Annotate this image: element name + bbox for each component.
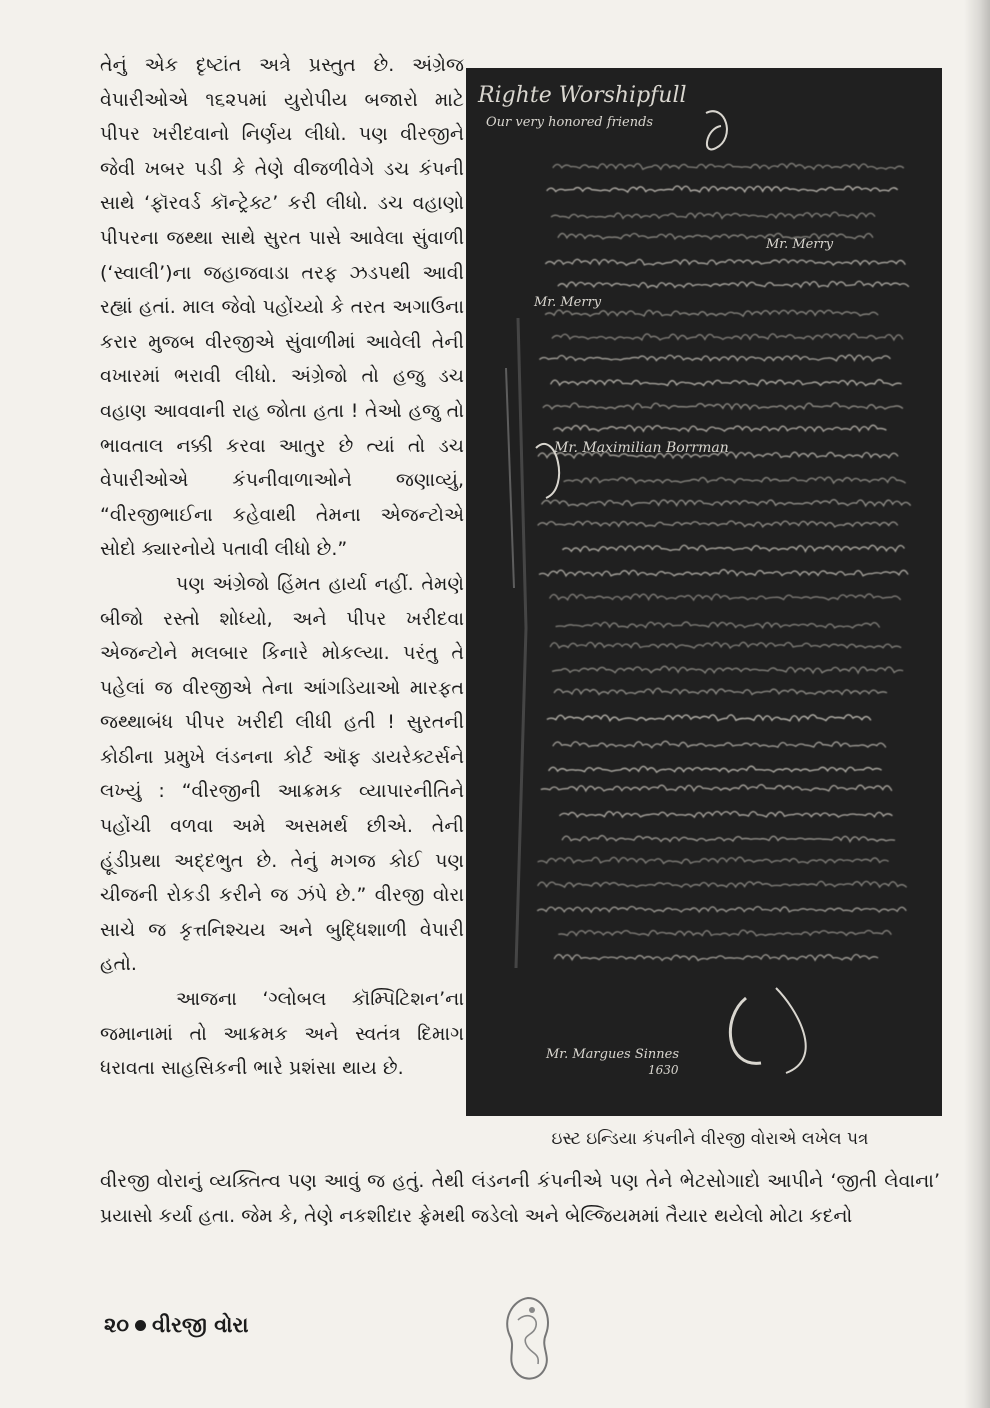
paragraph-1: તેનું એક દૃષ્ટાંત અત્રે પ્રસ્તુત છે. અંગ્રેજ વેપારીઓએ ૧૬૨૫માં યુરોપીય બજારો માટે પીપર ખરીદવાનો નિર્ણય લીધો. પણ વીરજીને જેવી ખબર પડી કે તેણે વીજળીવેગે ડચ કંપની સાથે ‘ફૉરવર્ડ કૉન્ટ્રેક્ટ’ કરી લીધો. ડચ વહાણો પીપરના જથ્થા સાથે સુરત પાસે આવેલા સુંવાળી (‘સ્વાલી’)ના જહાજવાડા તરફ ઝડપથી આવી રહ્યાં હતાં. માલ જેવો પહોંચ્યો કે તરત અગાઉના કરાર મુજબ વીરજીએ સુંવાળીમાં આવેલી તેની વખારમાં ભરાવી લીધો. અંગ્રેજો તો હજુ ડચ વહાણ આવવાની રાહ જોતા હતા ! તેઓ હજુ તો ભાવતાલ નક્કી કરવા આતુર છે ત્યાં તો ડચ વેપારીઓએ કંપનીવાળાઓને જણાવ્યું, “વીરજીભાઈના કહેવાથી તેમના એજન્ટોએ સોદો ક્યારનોયે પતાવી લીધો છે.” [100, 54, 464, 561]
full-width-text [100, 1164, 940, 1234]
letter-illustration [466, 68, 942, 1116]
letter-heading-2: Our very honored friends [486, 115, 654, 130]
paragraph-2: પણ અંગ્રેજો હિંમત હાર્યા નહીં. તેમણે બીજો રસ્તો શોધ્યો, અને પીપર ખરીદવા એજન્ટોને મલબાર કિનારે મોકલ્યા. પરંતુ તે પહેલાં જ વીરજીએ તેના આંગડિયાઓ મારફત જથ્થાબંધ પીપર ખરીદી લીધી હતી ! સુરતની કોઠીના પ્રમુખે લંડનના કોર્ટ ઑફ ડાયરેક્ટર્સને લખ્યું : “વીરજીની આક્રમક વ્યાપારનીતિને પહોંચી વળવા અમે અસમર્થ છીએ. તેની હૂંડીપ્રથા અદ્દભુત છે. તેનું મગજ કોઈ પણ ચીજની રોકડી કરીને જ ઝંપે છે.” વીરજી વોરા સાચે જ કૃત્તનિશ્ચય અને બુદ્ધિશાળી વેપારી હતો. [100, 572, 464, 976]
book-title: વીરજી વોરા [151, 1313, 249, 1337]
bullet-icon [135, 1320, 146, 1331]
paragraph-4: વીરજી વોરાનું વ્યક્તિત્વ પણ આવું જ હતું. તેથી લંડનની કંપનીએ પણ તેને ભેટસોગાદો આપીને ‘જીતી લેવાના’ પ્રયાસો કર્યા હતા. જેમ કે, તેણે નકશીદાર ફ્રેમથી જડેલો અને બેલ્જિયમમાં તૈયાર થયેલો મોટા કદનો [100, 1170, 940, 1227]
letter-name-3: Mr. Maximilian Borrman [554, 440, 729, 456]
letter-heading-1: Righte Worshipfull [478, 83, 687, 108]
letter-name-1: Mr. Merry [766, 237, 834, 252]
page-edge-shadow [964, 0, 990, 1408]
emblem-logo [492, 1290, 564, 1386]
page-number: ૨૦ [104, 1313, 129, 1337]
letter-photograph [466, 68, 942, 1116]
letter-name-2: Mr. Merry [534, 295, 602, 310]
paragraph-3: આજના ‘ગ્લોબલ કૉમ્પિટિશન’ના જમાનામાં તો આક્રમક અને સ્વતંત્ર દિમાગ ધરાવતા સાહસિકની ભારે પ્રશંસા થાય છે. [100, 988, 464, 1080]
letter-signature-2: 1630 [648, 1063, 679, 1077]
letter-signature-1: Mr. Margues Sinnes [546, 1047, 680, 1062]
text-column [100, 48, 464, 1086]
page-footer [104, 1310, 248, 1340]
figure-caption: ઇસ્ટ ઇન્ડિયા કંપનીને વીરજી વોરાએ લખેલ પત્ર [551, 1129, 869, 1149]
